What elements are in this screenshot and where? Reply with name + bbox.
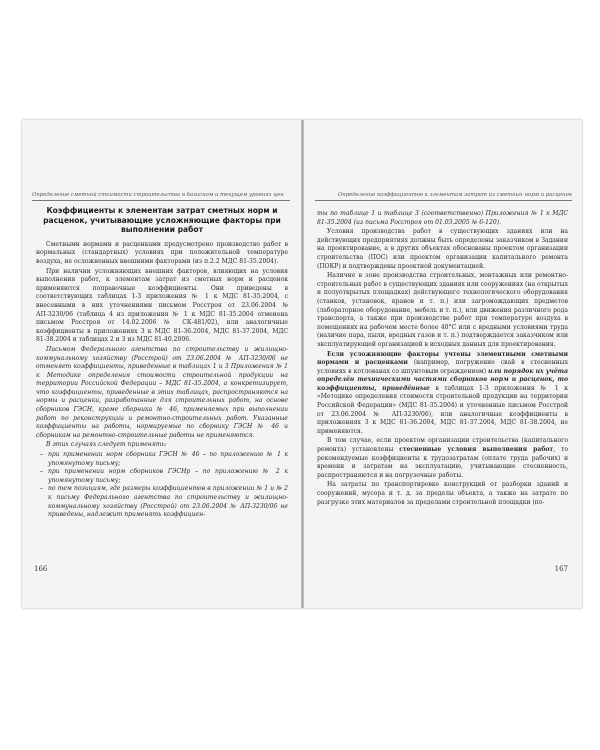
list-item: – по тем позициям, где размеры коэффициентов в приложении № 1 и № 2 к письму Федерального агентства по строительству и жилищно-коммунальному хозяйству (Росстрой) от 23.06.2004 № АП-3230/06 не приведены, надлежит применять коэффициен- <box>36 485 288 519</box>
left-page <box>22 120 300 608</box>
bold-phrase: или порядок их учёта определён техническими частями сборников норм и расценок, то коэффициенты, приведённые <box>317 367 568 392</box>
paragraph: Наличие в зоне производства строительных, монтажных или ремонтно-строительных работ в существующих зданиях или сооружениях (на открытых и полуоткрытых площадках) действующего технологического оборудования (станков, установок, кранов и т. п.) или загромождающих предметов (лабораторное оборудование, мебель и т. п.), или движения различного рода транспорта, а также при производстве работ при температуре воздуха в помещениях на рабочем месте более 40°С или с вредными условиями труда (наличие пара, пыли, вредных газов и т. п.) подтверждается заказчиком или эксплуатирующей организацией в исходных данных для проектирования. <box>317 272 568 348</box>
paragraph <box>317 351 568 437</box>
paragraph: При наличии усложняющих внешних факторов, влияющих на условия выполнения работ, к элементам затрат из сметных норм и расценок применяются поправочные коэффициенты. Они приведены в соответствующих таблицах 1-3 приложения № 1 к МДС 81-35.2004, с внесенными в них уточнениями письмом Росстроя от 23.06.2004 № АП-3230/06 (таблица 4 из приложения № 1 к МДС 81-35.2004 отменена письмом Росстроя от 14.02.2006 № СК-481/02), или аналогичные коэффициенты в приложениях 3 к МДС 81-36.2004, МДС 81-37.2004, МДС 81-38.2004 и таблицах 2 и 3 из МДС 81-40.2006. <box>36 267 288 344</box>
paragraph: ты по таблице 1 и таблице 3 (соответственно) Приложения № 1 к МДС 81-35.2004 (из письма Росстроя от 01.03.2005 № 6-120). <box>317 210 568 226</box>
text-run: , то рекомендуемые коэффициенты к трудозатратам (оплате труда рабочих) и времени и затратам на эксплуатацию, учитывающие стесненность, распространяются и на погрузочные работы. <box>317 446 568 479</box>
bullet-list <box>36 451 288 520</box>
running-head: Определение сметной стоимости строительства в базисном и текущем уровнях цен <box>32 192 290 201</box>
page-number: 166 <box>34 565 48 573</box>
bold-phrase: стесненные условия выполнения работ <box>399 446 554 454</box>
text-run: В том случае, если проектом организации строительства (капитального ремонта) установлены <box>317 437 568 454</box>
page-number: 167 <box>554 565 568 573</box>
paragraph: Сметными нормами и расценками предусмотрено производство работ в нормальных (стандартных) условиях при положительной температуре воздуха, не осложненных внешними факторами (из п.2.2 МДС 81-35.2004). <box>36 240 288 265</box>
page-body <box>317 210 568 508</box>
right-page <box>305 120 582 608</box>
paragraph <box>317 437 568 480</box>
section-heading: Коэффициенты к элементам затрат сметных норм и расценок, учитывающие усложняющие факторы при выполнении работ <box>43 206 281 235</box>
paragraph: Условия производства работ в существующих зданиях или на действующих предприятиях должны быть определены заказчиком в Задании на проектирование, а в других объектах обоснованы проектом организации строительства (ПОС) или проектом организации капитального ремонта (ПОКР) и подтверждены проектной документацией. <box>317 228 568 270</box>
paragraph: На затраты по транспортировке конструкций от разборки зданий и сооружений, мусора и т. д. за пределы объекта, а также на затрате по разгрузке этих материалов за пределами строительной площадки (по- <box>317 481 568 506</box>
list-item: – при применении норм сборника ГЭСН № 46 – по приложению № 1 к упомянутому письму; <box>36 451 288 468</box>
paragraph: Письмом Федерального агентства по строительству и жилищно-коммунальному хозяйству (Росстрой) от 23.06.2004 № АП-3230/06 не отменяет коэффициенты, приведенные в таблицах 1 и 3 Приложения № 1 к Методике определения стоимости строительной продукции на территории Российской Федерации – МДС 81-35.2004, а конкретизирует, что коэффициенты, приведенные в этих таблицах, распространяются на нормы и расценки, разработанные для строительных работ, на основе сборников ГЭСН, кроме сборника № 46, применяемых при выполнении работ по реконструкции и ремонтно-строительных работ. Указанные коэффициенты на работы, нормируемые по сборнику ГЭСН № 46 и сборникам на ремонтно-строительные работы не применяются. <box>36 345 288 439</box>
list-item: – при применении норм сборников ГЭСНр – по приложению № 2 к упомянутому письму; <box>36 468 288 485</box>
running-head: Определение коэффициентов к элементам затрат из сметных норм и расценок <box>315 192 572 201</box>
text-run: (например, погружение свай в стесненных условиях в котлованах со шпунтовым ограждением) <box>317 359 568 375</box>
page-body <box>36 206 288 520</box>
book-gutter <box>301 120 304 608</box>
book-spread <box>22 120 582 608</box>
bold-phrase: Если усложняющие факторы учтены элементными сметными нормами и расценками <box>317 350 568 367</box>
paragraph: В этих случаях следует применять: <box>46 441 167 449</box>
text-run: в таблицах 1-3 приложения № 1 к «Методике определения стоимости строительной продукции на территории Российской Федерации» (МДС 81-35.2004) и уточненные письмом Росстрой от 23.06.2004 № АП-3230/06), или аналогичные коэффициенты в приложениях 3 к МДС 81-36.2004, МДС 81-37.2004, МДС 81-38.2004, не применяются. <box>317 384 568 435</box>
